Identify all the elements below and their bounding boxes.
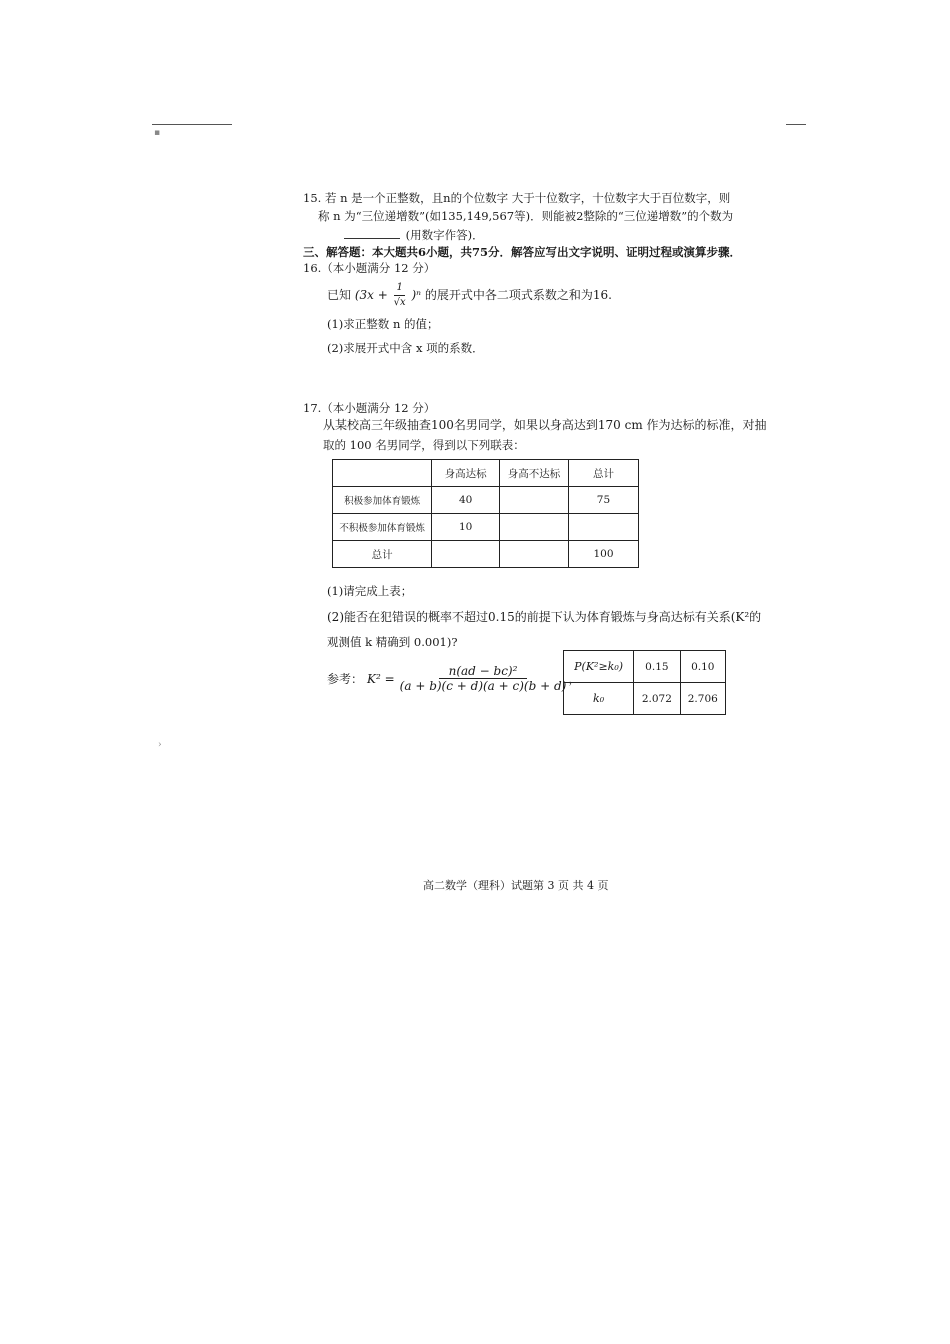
q16-stem bbox=[327, 281, 612, 310]
q16-stem-prefix: 已知 bbox=[327, 288, 352, 302]
formula-fraction bbox=[398, 664, 569, 693]
section3-text: 本大题共6小题，共75分．解答应写出文字说明、证明过程或演算步骤． bbox=[372, 245, 742, 259]
q16-fraction bbox=[392, 281, 408, 310]
scan-speck: › bbox=[158, 740, 162, 750]
table-cell: 0.10 bbox=[680, 651, 725, 683]
q17-stem-line1: 从某校高三年级抽查100名男同学，如果以身高达到170 cm 作为达标的标准，对抽 bbox=[323, 418, 767, 432]
q16-header: 16.（本小题满分 12 分） bbox=[303, 261, 436, 275]
table-cell: P(K²≥k₀) bbox=[564, 651, 634, 683]
table-cell: 0.15 bbox=[634, 651, 680, 683]
table-cell: 总计 bbox=[333, 541, 432, 568]
reference-formula bbox=[327, 664, 580, 693]
q17-header: 17.（本小题满分 12 分） bbox=[303, 401, 436, 415]
q16-expr-right: )ⁿ bbox=[411, 288, 422, 302]
table-header-cell: 总计 bbox=[568, 460, 638, 487]
table-cell: 40 bbox=[432, 487, 500, 514]
formula-numerator: n(ad − bc)² bbox=[439, 664, 528, 679]
table-cell bbox=[500, 514, 569, 541]
table-cell: 2.072 bbox=[634, 683, 680, 715]
top-right-rule bbox=[786, 124, 806, 125]
q15-answer-hint: (用数字作答)． bbox=[405, 228, 484, 242]
table-cell bbox=[500, 487, 569, 514]
contingency-table bbox=[332, 459, 639, 568]
formula-denominator: (a + b)(c + d)(a + c)(b + d) bbox=[399, 679, 567, 693]
q17-part1: (1)请完成上表； bbox=[327, 584, 413, 598]
table-cell: 100 bbox=[568, 541, 638, 568]
q17-part2-line1: (2)能否在犯错误的概率不超过0.15的前提下认为体育锻炼与身高达标有关系(K²的 bbox=[327, 610, 762, 624]
q15-line1 bbox=[303, 190, 730, 206]
table-cell: 积极参加体育锻炼 bbox=[333, 487, 432, 514]
q15-line2: 称 n 为“三位递增数”(如135,149,567等)．则能被2整除的“三位递增数”的个数为 bbox=[318, 209, 734, 223]
formula-tail: ， bbox=[568, 672, 581, 686]
q17-stem-line2: 取的 100 名男同学，得到以下列联表： bbox=[323, 438, 525, 452]
q16-part1: (1)求正整数 n 的值； bbox=[327, 317, 439, 331]
table-header-cell: 身高达标 bbox=[432, 460, 500, 487]
table-header-row bbox=[333, 460, 639, 487]
top-left-rule bbox=[152, 124, 232, 125]
section3-heading bbox=[303, 244, 741, 260]
scan-speck: ▪ bbox=[154, 128, 161, 138]
table-cell bbox=[568, 514, 638, 541]
q16-frac-num: 1 bbox=[394, 281, 404, 296]
q16-frac-den: √x bbox=[393, 297, 406, 308]
table-header-cell: 身高不达标 bbox=[500, 460, 569, 487]
reference-label: 参考： bbox=[327, 672, 364, 686]
table-cell: 75 bbox=[568, 487, 638, 514]
page-footer: 高二数学（理科）试题第 3 页 共 4 页 bbox=[423, 879, 609, 892]
critical-value-table bbox=[563, 650, 726, 715]
table-row bbox=[333, 487, 639, 514]
section3-label: 三、解答题： bbox=[303, 245, 372, 259]
q15-text-line1: 若 n 是一个正整数，且n的个位数字 大于十位数字，十位数字大于百位数字，则 bbox=[324, 191, 731, 205]
table-row bbox=[564, 651, 726, 683]
table-row bbox=[564, 683, 726, 715]
table-row bbox=[333, 541, 639, 568]
table-header-cell bbox=[333, 460, 432, 487]
q16-expr-left: (3x + bbox=[354, 288, 388, 302]
q16-part2: (2)求展开式中含 x 项的系数． bbox=[327, 341, 484, 355]
table-cell bbox=[500, 541, 569, 568]
table-cell: 2.706 bbox=[680, 683, 725, 715]
table-cell bbox=[432, 541, 500, 568]
q15-number: 15. bbox=[303, 191, 322, 205]
table-cell: 10 bbox=[432, 514, 500, 541]
q16-stem-suffix: 的展开式中各二项式系数之和为16. bbox=[424, 288, 612, 302]
formula-lhs: K² = bbox=[367, 671, 395, 686]
q15-line3 bbox=[342, 227, 484, 243]
table-row bbox=[333, 514, 639, 541]
q17-part2-line2: 观测值 k 精确到 0.001)? bbox=[327, 635, 458, 649]
q15-answer-blank bbox=[344, 238, 400, 239]
table-cell: 不积极参加体育锻炼 bbox=[333, 514, 432, 541]
table-cell: k₀ bbox=[564, 683, 634, 715]
